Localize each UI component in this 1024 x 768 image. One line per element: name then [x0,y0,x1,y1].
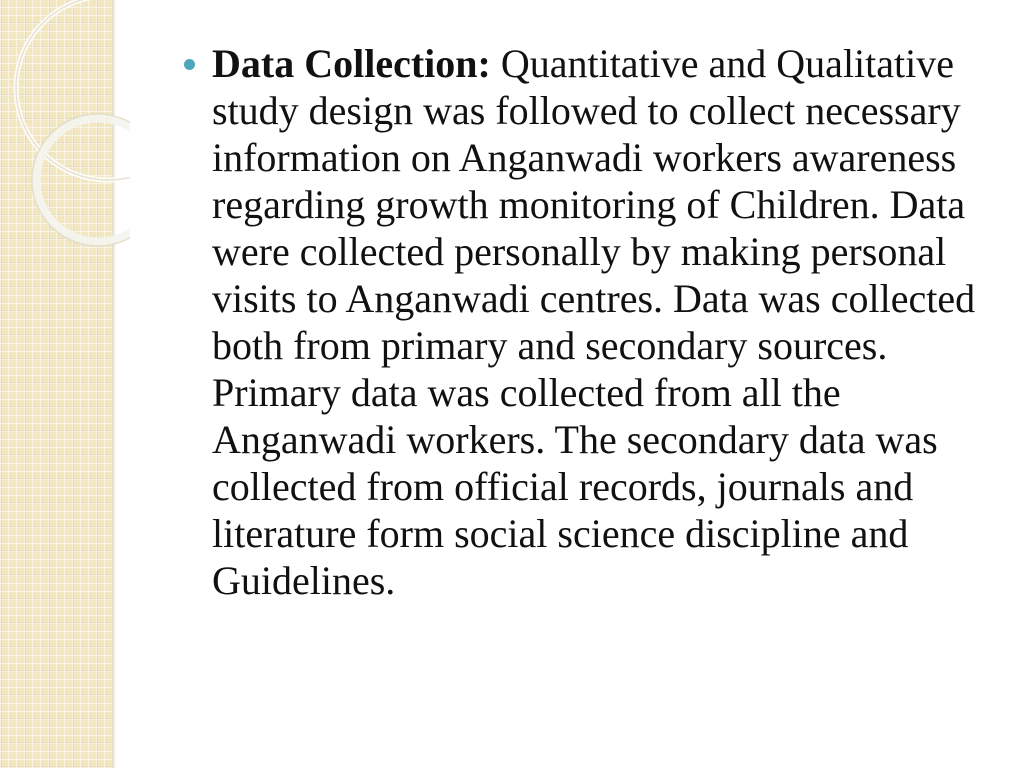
large-ring [16,0,130,180]
bullet-item [180,40,980,604]
bullet-text: Quantitative and Qualitative study design was followed to collect necessary information on Anganwadi workers awareness regarding growth monitoring of Children. Data were collected personally by making personal visits to Anganwadi centres. Data was collected both from primary and secondary sources. Primary data was collected from all the Anganwadi workers. The secondary data was collected from official records, journals and literature form social science discipline and Guidelines. [212,41,976,603]
bullet-dot-icon [184,59,195,70]
large-ring-shadow [16,0,130,180]
bullet-heading: Data Collection: [212,41,491,86]
slide-content [180,40,980,604]
decorative-rings [0,0,130,260]
